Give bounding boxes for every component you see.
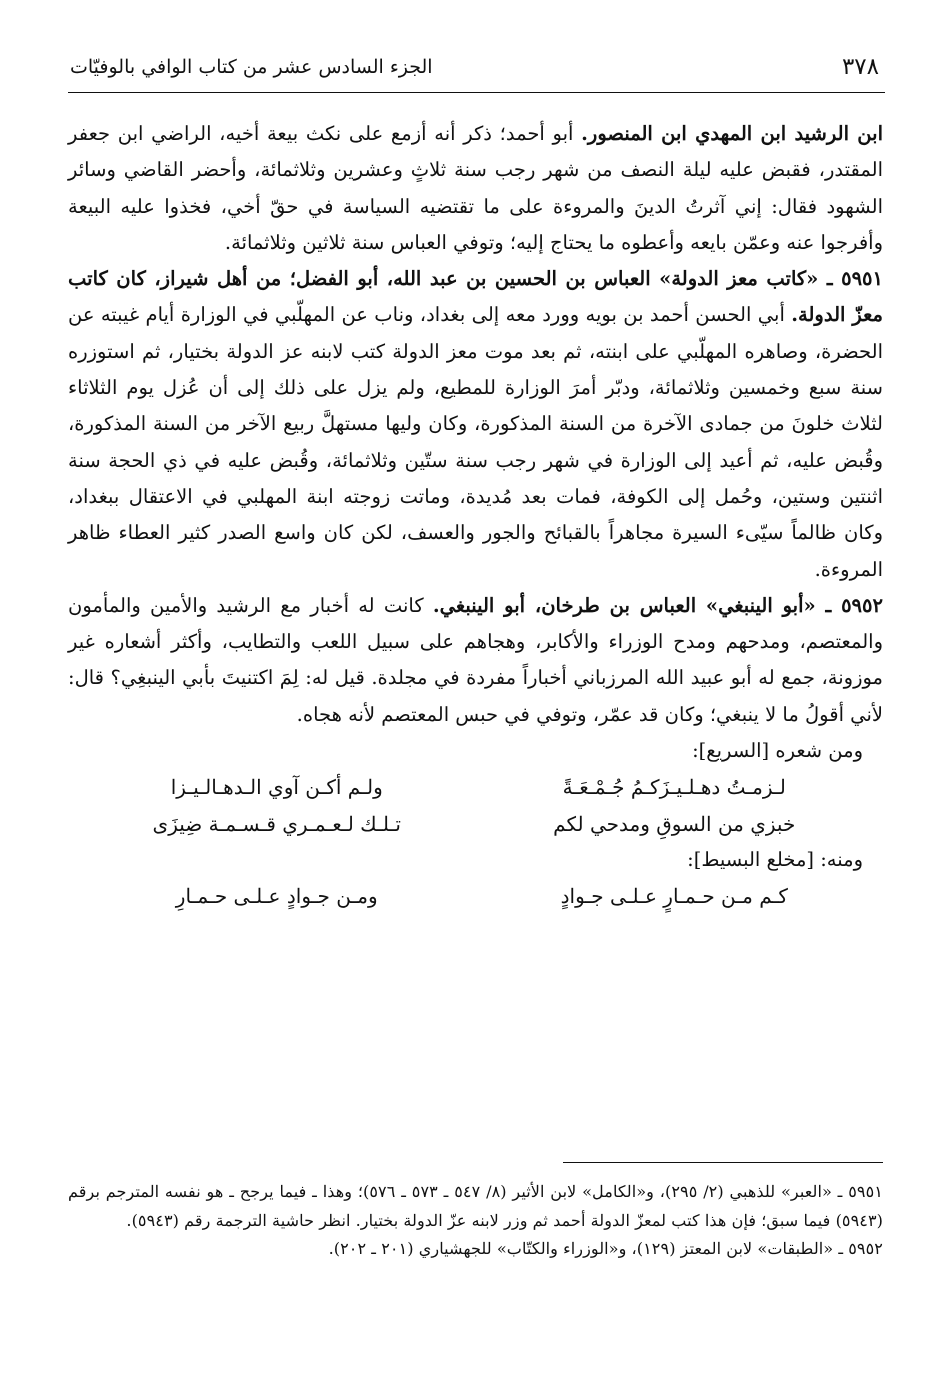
entry-heading: ٥٩٥١ ـ «كاتب معز الدولة» العباس بن الحسين بن عبد الله، أبو الفضل؛ من أهل شيراز، كان كاتب معزّ الدولة. — [68, 267, 883, 327]
verse-line — [68, 769, 883, 805]
verse-first-hemistich: خبزي من السوقِ ومدحي لكم — [553, 811, 796, 836]
verse-second-hemistich: تـلـك لـعـمـري قـسـمـة ضِيزَى — [152, 811, 401, 836]
entry-5951 — [68, 261, 883, 588]
verse-second-hemistich: ومـن جـوادٍ عـلـى حـمـارِ — [175, 884, 378, 909]
paragraph-continuation — [68, 116, 883, 261]
entry-heading: ٥٩٥٢ ـ «أبو الينبغي» العباس بن طرخان، أبو الينبغي. — [432, 593, 883, 617]
footnote-5952: ٥٩٥٢ ـ «الطبقات» لابن المعتز (١٢٩)، و«الوزراء والكتّاب» للجهشياري (٢٠١ ـ ٢٠٢). — [328, 1239, 883, 1258]
entry-5952 — [68, 588, 883, 733]
entry-text: أبي الحسن أحمد بن بويه وورد معه إلى بغداد، وناب عن المهلّبي في الوزارة أيام غيبته عن الحضرة، وصاهره المهلّبي على ابنته، ثم بعد موت معز الدولة كتب لابنه عز الدولة بختيار، ثم استوزره سنة سبع وخمسين وثلاثمائة، ودبّر أمرَ الوزارة للمطيع، ولم يزل على ذلك إلى أن عُزل يوم الثلاثاء لثلاث خلونَ من جمادى الآخرة من السنة المذكورة، وكان وليها مستهلَّ ربيع الآخر من السنة المذكورة، وقُبض عليه، ثم أعيد إلى الوزارة في شهر رجب سنة ستّين وثلاثمائة، وقُبض عليه في ذي الحجة سنة اثنتين وستين، وحُمل إلى الكوفة، فمات بعد مُديدة، وماتت زوجته ابنة المهلبي في الاعتقال ببغداد، وكان ظالماً سيّىء السيرة مجاهراً بالقبائح والجور والعسف، لكن كان واسع الصدر كثير العطاء ظاهر المروءة. — [68, 303, 883, 581]
verse-first-hemistich: كـم مـن حـمـارٍ عـلـى جـوادٍ — [560, 884, 788, 909]
verse-line — [68, 878, 883, 914]
verse-first-hemistich: لـزمـتُ دهـلـيـزَكـمُ جُـمْـعَـةً — [562, 775, 786, 800]
footnotes — [68, 1178, 883, 1264]
poem-intro: ومنه: [مخلع البسيط]: — [687, 847, 863, 871]
page-number: ٣٧٨ — [841, 54, 879, 80]
page-header — [68, 52, 885, 93]
main-text — [68, 116, 883, 915]
verse-line — [68, 806, 883, 842]
paragraph-text: أبو أحمد؛ ذكر أنه أزمع على نكث بيعة أخيه، الراضي ابن جعفر المقتدر، فقبض عليه ليلة النصف من شهر رجب سنة ثلاثٍ وعشرين وثلاثمائة، وأحضر القاضي وسائر الشهود فقال: إني آثرتُ الدينَ والمروءة على ما تقتضيه السياسة في حقّ أخي، فخذوا عليه البيعة وأفرجوا عنه وعمّن بايعه وأعطوه ما يحتاج إليه؛ وتوفي العباس سنة ثلاثين وثلاثمائة. — [68, 122, 883, 254]
running-title: الجزء السادس عشر من كتاب الوافي بالوفيّات — [70, 56, 433, 78]
poem-intro: ومن شعره [السريع]: — [692, 739, 863, 763]
entry-text: كانت له أخبار مع الرشيد والأمين والمأمون والمعتصم، ومدحهم ومدح الوزراء والأكابر، وهجاهم على سبيل اللعب والتطايب، وأكثر أشعاره غير موزونة، جمع له أبو عبيد الله المرزباني أخباراً مفردة في مجلدة. قيل له: لِمَ اكتنيتَ بأبي الينبغِي؟ قال: لأني أقولُ ما لا ينبغي؛ وكان قد عمّر، وتوفي في حبس المعتصم لأنه هجاه. — [68, 593, 883, 726]
verse-second-hemistich: ولـم أكـن آوي الـدهـالـيـزا — [170, 775, 383, 800]
footnote-5951: ٥٩٥١ ـ «العبر» للذهبي (٢/ ٢٩٥)، و«الكامل» لابن الأثير (٨/ ٥٤٧ ـ ٥٧٣ ـ ٥٧٦)؛ وهذا ـ فيما يرجح ـ هو نفسه المترجم برقم (٥٩٤٣) فيما سبق؛ فإن هذا كتب لمعزّ الدولة أحمد ثم وزر لابنه عزّ الدولة بختيار. انظر حاشية الترجمة رقم (٥٩٤٣). — [68, 1182, 883, 1230]
footnote-separator — [563, 1162, 883, 1163]
bold-lead: ابن الرشيد ابن المهدي ابن المنصور. — [581, 122, 883, 145]
